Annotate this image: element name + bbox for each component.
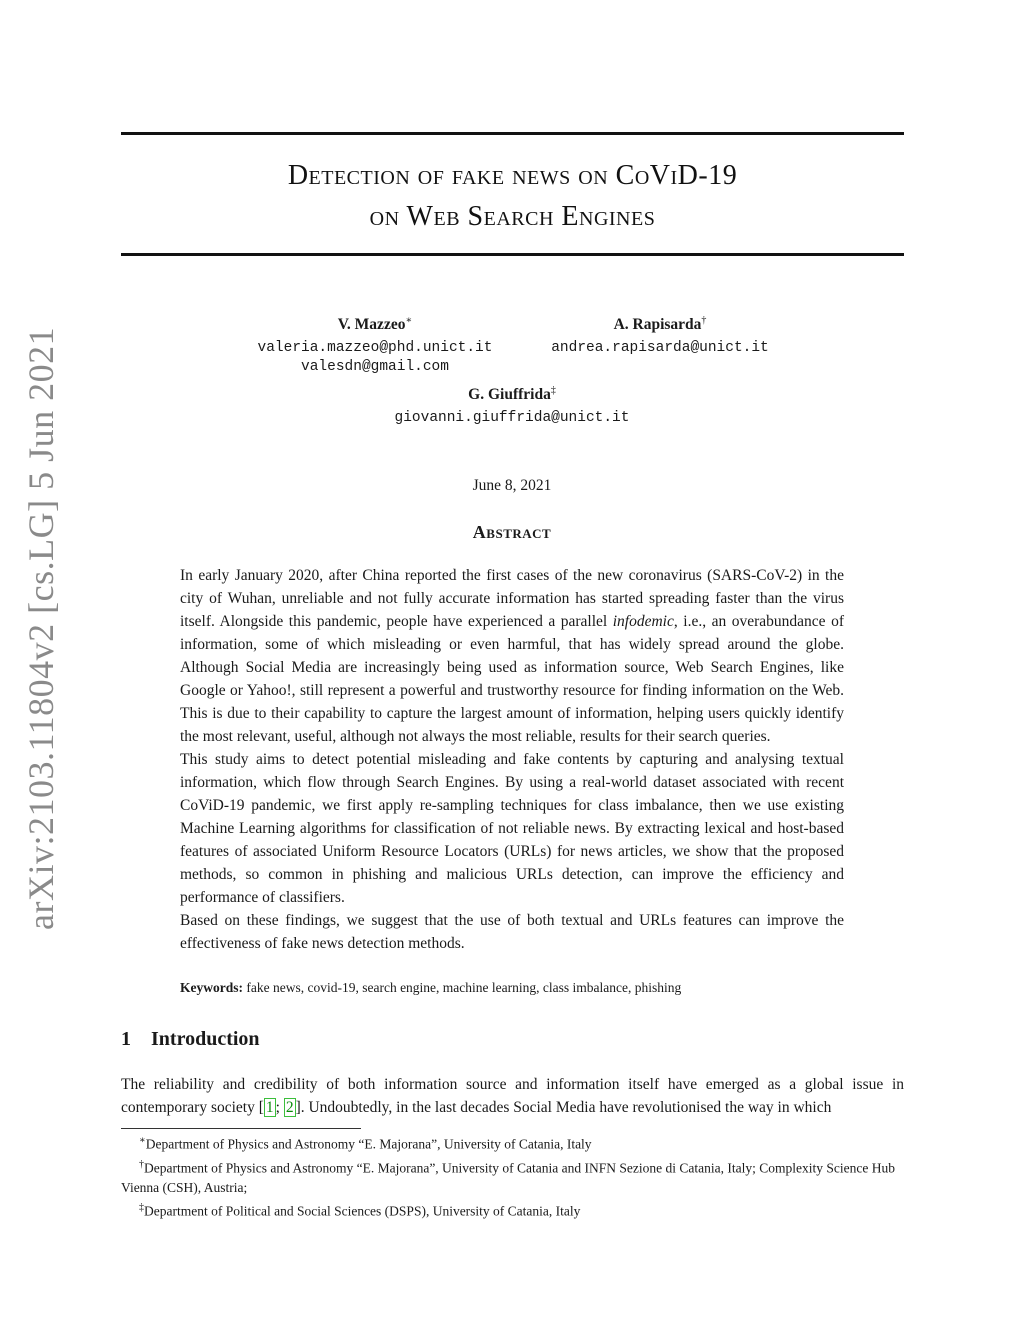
citation-link-2[interactable]: 2 — [285, 1099, 294, 1116]
abstract-paragraph: This study aims to detect potential misleading and fake contents by capturing and analysing textual information, which flow through Search Engines. By using a real-world dataset associated with recent CoViD-19 pandemic, we first apply re-sampling techniques for class imbalance, then we use existing Machine Learning algorithms for classification of not reliable news. By extracting lexical and host-based features of associated Uniform Resource Locators (URLs) for news articles, we show that the proposed methods, so common in phishing and malicious URLs detection, can improve the efficiency and performance of classifiers. — [180, 751, 844, 906]
author-name: G. Giuffrida‡ — [468, 385, 556, 404]
author-footnote-mark: † — [701, 315, 707, 326]
keywords-text: fake news, covid-19, search engine, machine learning, class imbalance, phishing — [246, 980, 682, 995]
author-email[interactable]: andrea.rapisarda@unict.it — [551, 340, 769, 357]
introduction-paragraph: The reliability and credibility of both information source and information itself have emerged as a global issue in contemporary society [ 1 ; 2 ]. Undoubtedly, in the last decades Social Media have revolutionised the way in which — [121, 1076, 904, 1116]
paper-date: June 8, 2021 — [472, 477, 552, 494]
author-name: A. Rapisarda† — [613, 315, 707, 334]
abstract-body — [180, 564, 844, 955]
abstract-heading: Abstract — [472, 522, 552, 542]
footnote-rule — [121, 1128, 361, 1129]
paper-title-line2: on Web Search Engines — [369, 201, 656, 232]
keywords-label: Keywords: — [180, 980, 243, 995]
author-email[interactable]: valeria.mazzeo@phd.unict.it — [257, 340, 493, 357]
author-block-rapisarda — [545, 315, 775, 356]
author-name: V. Mazzeo∗ — [337, 315, 413, 334]
abstract-paragraph: Based on these findings, we suggest that the use of both textual and URLs features can improve the effectiveness of fake news detection methods. — [180, 912, 844, 952]
title-top-rule — [121, 132, 904, 135]
arxiv-identifier: arXiv:2103.11804v2 [cs.LG] 5 Jun 2021 — [21, 326, 61, 930]
keywords — [180, 980, 844, 996]
citation-link-1[interactable]: 1 — [265, 1099, 274, 1116]
emphasis-infodemic: infodemic — [612, 613, 674, 630]
footnote-3: ‡Department of Political and Social Sciences (DSPS), University of Catania, Italy — [139, 1202, 581, 1219]
author-footnote-mark: ‡ — [550, 385, 556, 396]
footnote-1: ∗Department of Physics and Astronomy “E. Majorana”, University of Catania, Italy — [139, 1135, 592, 1152]
title-bottom-rule — [121, 253, 904, 256]
author-email[interactable]: valesdn@gmail.com — [301, 359, 449, 376]
footnote-2: †Department of Physics and Astronomy “E. Majorana”, University of Catania and INFN Sezione di Catania, Italy; Complexity Science Hub Vienna (CSH), Austria; — [121, 1158, 895, 1195]
author-email[interactable]: giovanni.giuffrida@unict.it — [394, 410, 630, 427]
section-number: 1 — [121, 1028, 131, 1050]
author-block-giuffrida — [380, 385, 644, 426]
author-footnote-mark: ∗ — [405, 315, 413, 326]
section-title: Introduction — [151, 1028, 260, 1050]
footnotes — [121, 1131, 904, 1222]
paper-title-line1: Detection of fake news on CoViD-19 — [287, 160, 738, 191]
author-block-mazzeo — [250, 315, 500, 375]
abstract-paragraph: In early January 2020, after China reported the first cases of the new coronavirus (SARS-CoV-2) in the city of Wuhan, unreliable and not fully accurate information has started spreading faster than the virus itself. Alongside this pandemic, people have experienced a parallel infodemic, i.e., an overabundance of information, some of which misleading or even harmful, that has widely spread around the globe. Although Social Media are increasingly being used as information source, Web Search Engines, like Google or Yahoo!, still represent a powerful and trustworthy resource for finding information on the Web. This is due to their capability to capture the largest amount of information, helping users quickly identify the most relevant, useful, although not always the most reliable, results for their search queries. — [180, 567, 844, 745]
section-heading-introduction — [121, 1028, 260, 1051]
